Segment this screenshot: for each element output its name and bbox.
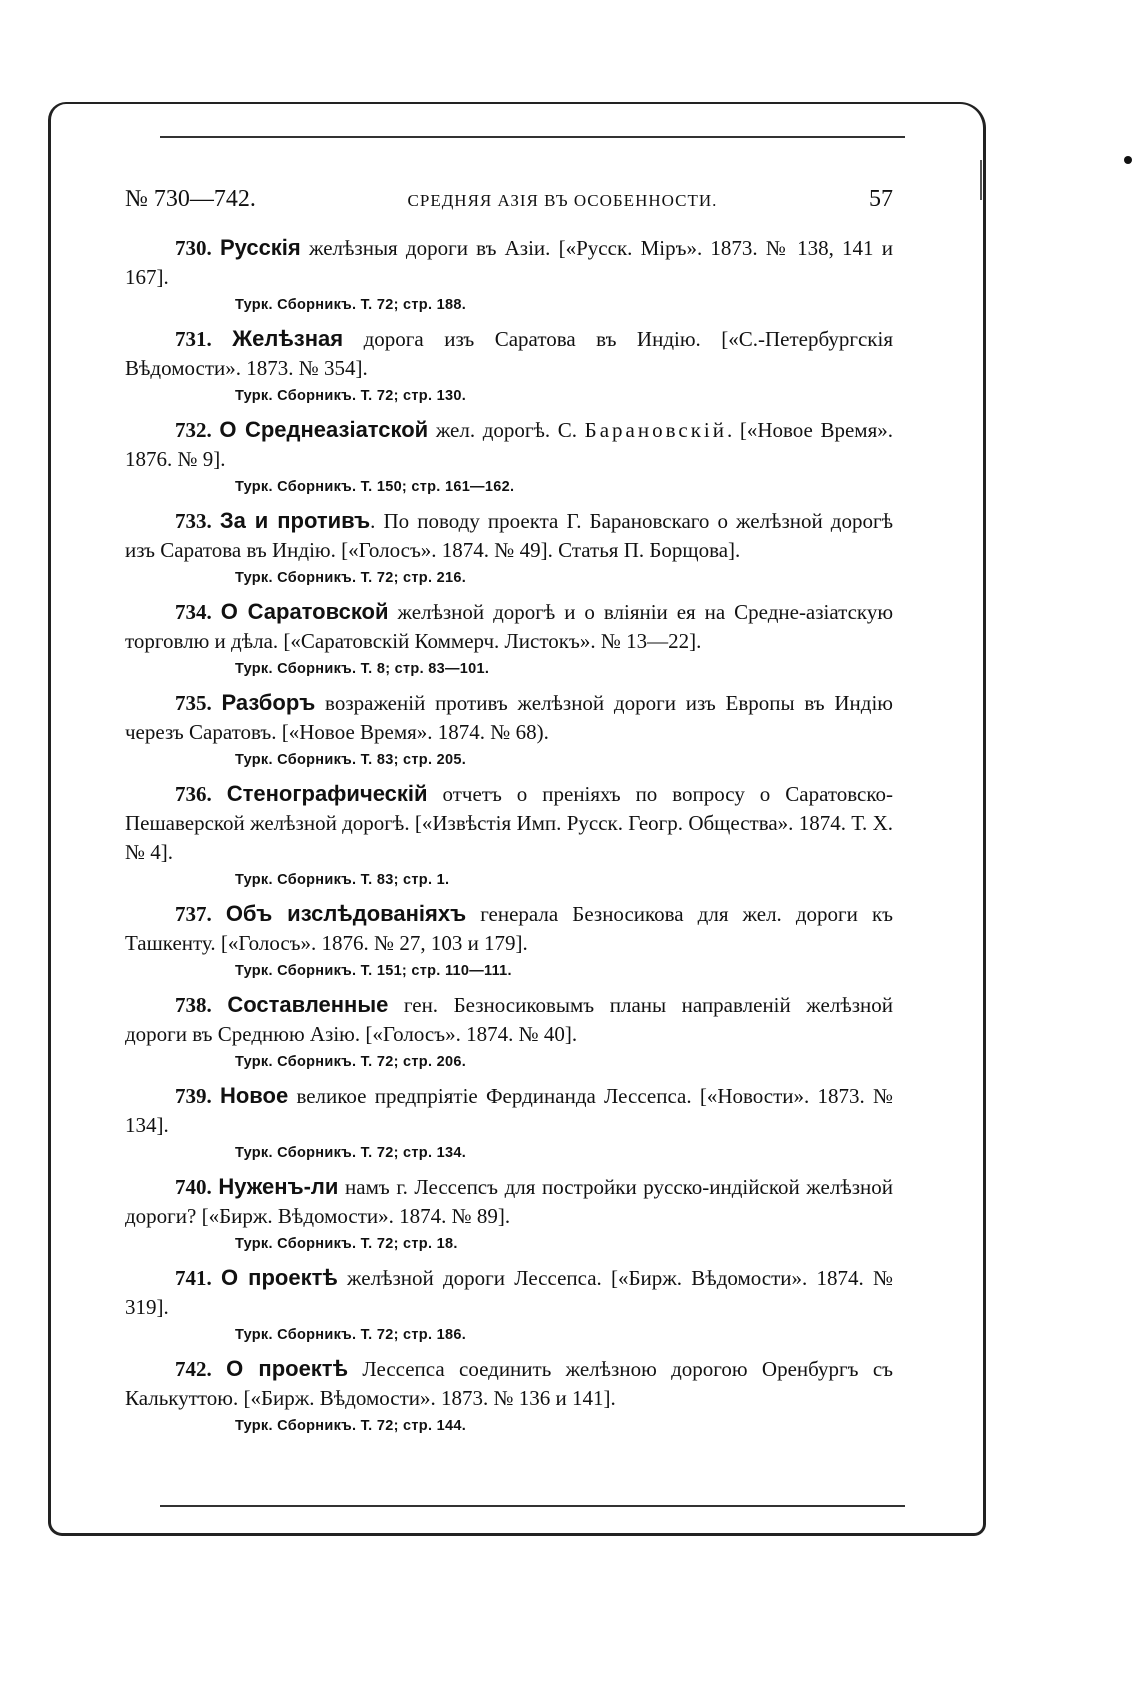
entry-number: 735.	[175, 691, 212, 715]
entry-text	[125, 1172, 893, 1231]
entry-text	[125, 233, 893, 292]
entry-title: Составленные	[227, 992, 389, 1017]
margin-mark	[980, 160, 982, 200]
entry-text	[125, 1263, 893, 1322]
entry-text	[125, 415, 893, 474]
entry-body: желѣзной дороги Лессепса. [«Бирж. Вѣдомости». 1874. № 319].	[125, 1266, 894, 1319]
entry-body: намъ г. Лессепсъ для постройки русско-индійской желѣзной дороги? [«Бирж. Вѣдомости». 1874. № 89].	[125, 1175, 893, 1228]
entry-text	[125, 506, 893, 565]
page-content	[125, 186, 893, 1445]
entry-body: ген. Безносиковымъ планы направленій желѣзной дороги въ Среднюю Азію. [«Голосъ». 1874. № 40].	[125, 993, 894, 1046]
entry-number: 732.	[175, 418, 212, 442]
bottom-rule	[160, 1505, 905, 1507]
entry-title: О проектѣ	[226, 1356, 349, 1381]
entry-number: 733.	[175, 509, 212, 533]
entry-title: Объ изслѣдованіяхъ	[225, 901, 467, 926]
bibliography-entry	[125, 415, 893, 495]
entry-reference: Турк. Сборникъ. Т. 72; стр. 216.	[235, 570, 467, 586]
entry-body: желѣзной дорогѣ и о вліяніи ея на Средне-азіатскую торговлю и дѣла. [«Саратовскій Коммерч. Листокъ». № 13—22].	[125, 600, 894, 653]
entry-number: 737.	[175, 902, 212, 926]
entry-text	[125, 779, 893, 867]
entry-title: О проектѣ	[220, 1265, 338, 1290]
entry-reference: Турк. Сборникъ. Т. 72; стр. 144.	[235, 1418, 467, 1434]
entry-number: 734.	[175, 600, 212, 624]
entry-body: великое предпріятіе Фердинанда Лессепса. [«Новости». 1873. № 134].	[125, 1084, 894, 1137]
entry-reference: Турк. Сборникъ. Т. 8; стр. 83—101.	[235, 661, 490, 677]
entry-range: № 730—742.	[125, 186, 256, 212]
entry-title: Русскія	[219, 235, 301, 260]
entry-body: дорога изъ Саратова въ Индію. [«С.-Петербургскія Вѣдомости». 1873. № 354].	[125, 327, 894, 380]
bibliography-entry	[125, 688, 893, 768]
entry-title: Стенографическій	[226, 781, 428, 806]
section-title: СРЕДНЯЯ АЗІЯ ВЪ ОСОБЕННОСТИ.	[407, 191, 718, 210]
entry-reference: Турк. Сборникъ. Т. 72; стр. 186.	[235, 1327, 467, 1343]
entry-text	[125, 899, 893, 958]
entry-number: 740.	[175, 1175, 212, 1199]
bibliography-entry	[125, 1081, 893, 1161]
entry-author: Барановскій	[584, 418, 727, 442]
entry-body: Лессепса соединить желѣзною дорогою Оренбургъ съ Калькуттою. [«Бирж. Вѣдомости». 1873. № 136 и 141].	[125, 1357, 893, 1410]
entry-body: возраженій противъ желѣзной дороги изъ Европы въ Индію черезъ Саратовъ. [«Новое Время». 1874. № 68).	[125, 691, 893, 744]
entry-reference: Турк. Сборникъ. Т. 83; стр. 1.	[235, 872, 450, 888]
bibliography-entry	[125, 899, 893, 979]
entry-body: желѣзныя дороги въ Азіи. [«Русск. Міръ». 1873. № 138, 141 и 167].	[125, 236, 894, 289]
bibliography-entry	[125, 1263, 893, 1343]
bibliography-entry	[125, 506, 893, 586]
entry-title: О Среднеазіатской	[219, 417, 429, 442]
entry-body: жел. дорогѣ. С.	[428, 418, 585, 442]
bibliography-entry	[125, 597, 893, 677]
entry-text	[125, 1081, 893, 1140]
entry-number: 739.	[175, 1084, 212, 1108]
entry-body: . По поводу проекта Г. Барановскаго о желѣзной дорогѣ изъ Саратова въ Индію. [«Голосъ». 1874. № 49]. Статья П. Борщова].	[125, 509, 894, 562]
entry-reference: Турк. Сборникъ. Т. 72; стр. 188.	[235, 297, 467, 313]
bibliography-entry	[125, 990, 893, 1070]
entry-title: Желѣзная	[232, 326, 344, 351]
entry-body: генерала Безносикова для жел. дороги къ Ташкенту. [«Голосъ». 1876. № 27, 103 и 179].	[125, 902, 894, 955]
entry-body: отчетъ о преніяхъ по вопросу о Саратовско-Пешаверской желѣзной дорогѣ. [«Извѣстія Имп. Русск. Геогр. Общества». 1874. Т. X. № 4].	[125, 782, 894, 864]
bibliography-entry	[125, 233, 893, 313]
entry-number: 731.	[175, 327, 212, 351]
entry-reference: Турк. Сборникъ. Т. 151; стр. 110—111.	[235, 963, 512, 979]
entry-reference: Турк. Сборникъ. Т. 72; стр. 134.	[235, 1145, 467, 1161]
entry-title: Разборъ	[221, 690, 316, 715]
entry-text	[125, 990, 893, 1049]
entry-text	[125, 324, 893, 383]
entry-number: 741.	[175, 1266, 212, 1290]
entry-title: За и противъ	[219, 508, 371, 533]
bibliography-entry	[125, 779, 893, 888]
entry-reference: Турк. Сборникъ. Т. 72; стр. 130.	[235, 388, 467, 404]
entry-reference: Турк. Сборникъ. Т. 83; стр. 205.	[235, 752, 467, 768]
entry-number: 736.	[175, 782, 212, 806]
stray-dot	[1124, 156, 1132, 164]
entry-title: Новое	[219, 1083, 289, 1108]
bibliography-entry	[125, 1354, 893, 1434]
page-number: 57	[868, 186, 893, 212]
bibliography-entry	[125, 324, 893, 404]
entry-text	[125, 688, 893, 747]
entry-body-end: . [«Новое Время». 1876. № 9].	[125, 418, 893, 471]
entry-text	[125, 597, 893, 656]
entry-reference: Турк. Сборникъ. Т. 72; стр. 206.	[235, 1054, 467, 1070]
entry-reference: Турк. Сборникъ. Т. 72; стр. 18.	[235, 1236, 458, 1252]
top-rule	[160, 136, 905, 138]
entry-reference: Турк. Сборникъ. Т. 150; стр. 161—162.	[235, 479, 515, 495]
bibliography-entry	[125, 1172, 893, 1252]
entry-text	[125, 1354, 893, 1413]
entry-title: О Саратовской	[220, 599, 389, 624]
entry-title: Нуженъ-ли	[218, 1174, 339, 1199]
entry-number: 742.	[175, 1357, 212, 1381]
entry-number: 738.	[175, 993, 212, 1017]
entry-number: 730.	[175, 236, 212, 260]
running-head	[125, 186, 893, 213]
